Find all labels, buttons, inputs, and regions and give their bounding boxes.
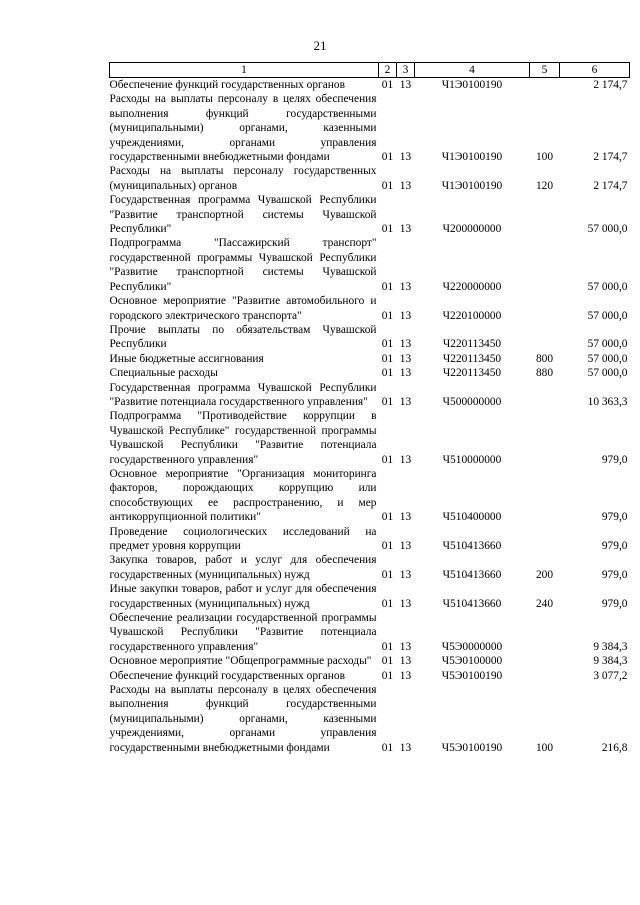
row-amount: 57 000,0 — [587, 367, 628, 380]
row-name: Расходы на выплаты персоналу государственных (муниципальных) органов — [109, 165, 377, 192]
row-expense-type: 800 — [535, 352, 554, 365]
row-section: 01 — [381, 179, 394, 192]
row-target-article: Ч220113450 — [442, 338, 502, 351]
row-subsection: 13 — [399, 79, 412, 91]
column-header: 2 — [379, 63, 397, 78]
row-name: Обеспечение функций государственных органов — [109, 669, 345, 682]
header-row — [110, 63, 630, 78]
row-target-article: Ч200000000 — [442, 223, 502, 236]
row-section: 01 — [381, 640, 394, 653]
row-section: 01 — [381, 540, 394, 552]
table-row — [110, 193, 630, 236]
row-expense-type: 240 — [535, 597, 554, 610]
row-section: 01 — [381, 352, 394, 365]
row-section: 01 — [381, 395, 394, 408]
row-name: Обеспечение функций государственных органов — [109, 79, 345, 91]
row-expense-type: 100 — [535, 741, 554, 754]
row-section: 01 — [381, 280, 394, 293]
row-target-article: Ч5Э0100000 — [441, 655, 503, 668]
row-name: Подпрограмма "Пассажирский транспорт" государственной программы Чувашской Республики "Развитие транспортной системы Чувашской Республики" — [109, 237, 377, 293]
row-subsection: 13 — [399, 640, 412, 653]
row-subsection: 13 — [399, 597, 412, 610]
budget-table — [109, 62, 630, 755]
row-subsection: 13 — [399, 655, 412, 668]
row-amount: 2 174,7 — [593, 79, 628, 91]
row-amount: 2 174,7 — [593, 151, 628, 164]
row-target-article: Ч5Э0100190 — [441, 741, 503, 754]
row-subsection: 13 — [399, 280, 412, 293]
row-section: 01 — [381, 597, 394, 610]
table-row — [110, 467, 630, 525]
row-subsection: 13 — [399, 352, 412, 365]
row-name: Проведение социологических исследований на предмет уровня коррупции — [109, 525, 377, 552]
row-subsection: 13 — [399, 741, 412, 754]
row-target-article: Ч510413660 — [442, 540, 502, 552]
row-subsection: 13 — [399, 309, 412, 322]
row-name: Основное мероприятие "Организация мониторинга факторов, порождающих коррупцию или способствующих ее распространению, и мер антикоррупционной политики" — [109, 467, 377, 524]
row-name: Подпрограмма "Противодействие коррупции в Чувашской Республике" государственной программы Чувашской Республики "Развитие потенциала государственного управления" — [109, 410, 377, 466]
table-row — [110, 611, 630, 654]
row-expense-type — [530, 294, 560, 323]
row-target-article: Ч1Э0100190 — [441, 179, 503, 192]
row-amount: 3 077,2 — [593, 669, 628, 682]
row-name: Иные закупки товаров, работ и услуг для обеспечения государственных (муниципальных) нужд — [109, 583, 377, 610]
table-row — [110, 409, 630, 467]
row-section: 01 — [381, 741, 394, 754]
row-amount: 57 000,0 — [587, 338, 628, 351]
row-subsection: 13 — [399, 151, 412, 164]
row-section: 01 — [381, 453, 394, 466]
row-amount: 979,0 — [601, 453, 628, 466]
column-header: 4 — [415, 63, 530, 78]
row-amount: 57 000,0 — [587, 223, 628, 236]
row-section: 01 — [381, 511, 394, 524]
table-row — [110, 582, 630, 611]
row-section: 01 — [381, 223, 394, 236]
row-subsection: 13 — [399, 223, 412, 236]
row-expense-type — [530, 236, 560, 294]
table-row — [110, 366, 630, 380]
column-header: 5 — [530, 63, 560, 78]
table-row — [110, 683, 630, 755]
table-row — [110, 669, 630, 683]
row-name: Закупка товаров, работ и услуг для обеспечения государственных (муниципальных) нужд — [109, 554, 377, 581]
row-target-article: Ч510000000 — [442, 453, 502, 466]
row-subsection: 13 — [399, 669, 412, 682]
row-expense-type — [530, 611, 560, 654]
row-amount: 979,0 — [601, 568, 628, 581]
row-expense-type — [530, 323, 560, 352]
row-target-article: Ч220113450 — [442, 367, 502, 380]
row-name: Прочие выплаты по обязательствам Чувашской Республики — [109, 323, 377, 351]
column-header: 3 — [397, 63, 415, 78]
row-target-article: Ч1Э0100190 — [441, 79, 503, 91]
row-name: Специальные расходы — [109, 367, 218, 380]
table-row — [110, 78, 630, 93]
row-expense-type — [530, 467, 560, 525]
table-row — [110, 654, 630, 668]
row-name: Основное мероприятие "Общепрограммные расходы" — [109, 655, 372, 668]
row-subsection: 13 — [399, 395, 412, 408]
row-target-article: Ч510400000 — [442, 511, 502, 524]
row-amount: 57 000,0 — [587, 309, 628, 322]
page-number: 21 — [313, 38, 327, 53]
row-amount: 57 000,0 — [587, 352, 628, 365]
row-subsection: 13 — [399, 179, 412, 192]
row-section: 01 — [381, 338, 394, 351]
row-name: Основное мероприятие "Развитие автомобильного и городского электрического транспорта" — [109, 295, 377, 322]
row-expense-type — [530, 525, 560, 554]
row-target-article: Ч510413660 — [442, 568, 502, 581]
table-row — [110, 164, 630, 193]
row-amount: 9 384,3 — [593, 655, 628, 668]
row-section: 01 — [381, 568, 394, 581]
row-section: 01 — [381, 309, 394, 322]
table-row — [110, 323, 630, 352]
row-expense-type — [530, 409, 560, 467]
row-name: Расходы на выплаты персоналу в целях обеспечения выполнения функций государственными (муниципальными) органами, казенными учреждениями, органами управления государственными внебюджетными фондами — [109, 93, 377, 164]
row-section: 01 — [381, 79, 394, 91]
row-section: 01 — [381, 669, 394, 682]
row-amount: 9 384,3 — [593, 640, 628, 653]
row-target-article: Ч5Э0000000 — [441, 640, 503, 653]
row-amount: 216,8 — [601, 741, 628, 754]
table-row — [110, 352, 630, 366]
row-expense-type — [530, 654, 560, 668]
row-amount: 979,0 — [601, 540, 628, 552]
row-target-article: Ч220000000 — [442, 280, 502, 293]
row-subsection: 13 — [399, 367, 412, 380]
row-subsection: 13 — [399, 338, 412, 351]
row-subsection: 13 — [399, 511, 412, 524]
row-subsection: 13 — [399, 540, 412, 552]
row-amount: 57 000,0 — [587, 280, 628, 293]
row-amount: 2 174,7 — [593, 179, 628, 192]
row-expense-type: 100 — [535, 151, 554, 164]
table-row — [110, 236, 630, 294]
row-expense-type: 880 — [535, 367, 554, 380]
table-row — [110, 553, 630, 582]
row-amount: 979,0 — [601, 597, 628, 610]
table-row — [110, 381, 630, 410]
row-name: Государственная программа Чувашской Республики "Развитие транспортной системы Чувашской Республики" — [109, 194, 377, 236]
row-expense-type — [530, 78, 560, 93]
row-name: Расходы на выплаты персоналу в целях обеспечения выполнения функций государственными (муниципальными) органами, казенными учреждениями, органами управления государственными внебюджетными фондами — [109, 684, 377, 754]
table-row — [110, 525, 630, 554]
column-header: 6 — [560, 63, 630, 78]
row-expense-type: 200 — [535, 568, 554, 581]
row-name: Государственная программа Чувашской Республики "Развитие потенциала государственного управления" — [109, 381, 377, 408]
row-name: Обеспечение реализации государственной программы Чувашской Республики "Развитие потенциала государственного управления" — [109, 612, 377, 653]
row-expense-type — [530, 381, 560, 410]
row-target-article: Ч510413660 — [442, 597, 502, 610]
row-expense-type — [530, 193, 560, 236]
table-row — [110, 294, 630, 323]
row-section: 01 — [381, 151, 394, 164]
row-target-article: Ч220100000 — [442, 309, 502, 322]
row-target-article: Ч500000000 — [442, 395, 502, 408]
column-header: 1 — [110, 63, 379, 78]
table-row — [110, 92, 630, 164]
row-amount: 10 363,3 — [587, 395, 628, 408]
row-target-article: Ч5Э0100190 — [441, 669, 503, 682]
row-section: 01 — [381, 367, 394, 380]
row-section: 01 — [381, 655, 394, 668]
row-subsection: 13 — [399, 453, 412, 466]
row-expense-type: 120 — [535, 179, 554, 192]
row-target-article: Ч220113450 — [442, 352, 502, 365]
row-subsection: 13 — [399, 568, 412, 581]
row-name: Иные бюджетные ассигнования — [109, 352, 264, 365]
row-amount: 979,0 — [601, 511, 628, 524]
row-target-article: Ч1Э0100190 — [441, 151, 503, 164]
row-expense-type — [530, 669, 560, 683]
